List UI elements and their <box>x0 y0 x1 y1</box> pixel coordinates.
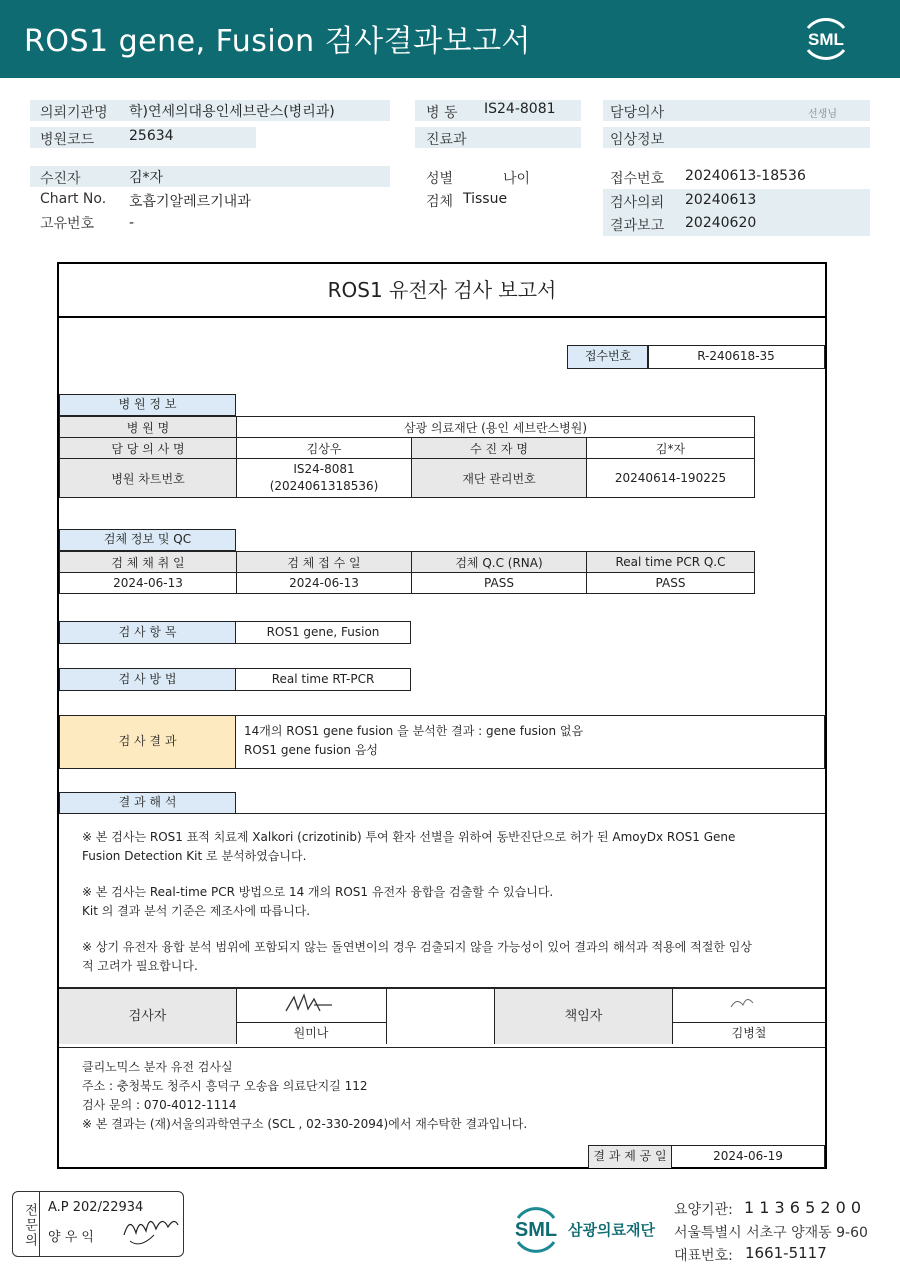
patient-row <box>30 166 390 187</box>
phone-label: 대표번호: <box>674 1248 733 1264</box>
patient-value: 김*자 <box>129 170 164 186</box>
chart-line2: (2024061318536) <box>269 479 379 493</box>
provided-date-label: 결 과 제 공 일 <box>588 1145 672 1168</box>
sml-logo-icon <box>800 14 852 62</box>
note3-line2: 적 고려가 필요합니다. <box>82 959 198 973</box>
interpretation-section-header: 결 과 해 석 <box>59 792 236 814</box>
logo-text: SML <box>808 30 844 49</box>
institution-value: 학)연세의대용인세브란스(병리과) <box>129 104 335 120</box>
receive-date-header: 검 체 접 수 일 <box>237 552 412 573</box>
clinical-label: 임상정보 <box>610 132 665 148</box>
qc-pcr-header: Real time PCR Q.C <box>587 552 755 573</box>
tester-name: 원미나 <box>236 1023 387 1044</box>
tester-label: 검사자 <box>59 989 237 1044</box>
collect-date-value: 2024-06-13 <box>60 573 237 594</box>
age-label: 나이 <box>503 171 531 187</box>
dept-label: 진료과 <box>426 132 467 148</box>
note2-line2: Kit 의 결과 분석 기준은 제조사에 따릅니다. <box>82 904 311 918</box>
report-receipt-value: R-240618-35 <box>647 345 825 369</box>
chart-number-value <box>237 459 412 498</box>
responsible-signature-icon <box>673 989 825 1019</box>
request-value: 20240613 <box>685 192 757 208</box>
report-receipt-label: 접수번호 <box>567 345 649 369</box>
ward-label: 병 동 <box>426 105 458 121</box>
chart-number-label: 병원 차트번호 <box>60 459 237 498</box>
result-line1: 14개의 ROS1 gene fusion 을 분석한 결과 : gene fusion 없음 <box>244 724 584 738</box>
test-item-value: ROS1 gene, Fusion <box>235 621 411 644</box>
patient-name-label: 수 진 자 명 <box>412 438 587 459</box>
agency-label: 요양기관: <box>674 1202 733 1218</box>
provided-date-value: 2024-06-19 <box>671 1145 825 1168</box>
hospital-code-value: 25634 <box>129 128 174 144</box>
mgmt-number-value: 20240614-190225 <box>587 459 755 498</box>
sml-footer-logo-icon <box>508 1200 564 1256</box>
specimen-label: 검체 <box>426 194 454 210</box>
lab-line1: 클리노믹스 분자 유전 검사실 <box>82 1060 233 1074</box>
note2-line1: ※ 본 검사는 Real-time PCR 방법으로 14 개의 ROS1 유전자 융합을 검출할 수 있습니다. <box>82 885 554 899</box>
doctor-suffix: 선생님 <box>808 109 837 120</box>
result-line2: ROS1 gene fusion 음성 <box>244 743 379 757</box>
interpretation-note-3 <box>82 938 812 976</box>
qc-pcr-value: PASS <box>587 573 755 594</box>
hospital-section-header: 병 원 정 보 <box>59 394 236 416</box>
request-label: 검사의뢰 <box>610 195 665 211</box>
collect-date-header: 검 체 채 취 일 <box>60 552 237 573</box>
doctor-label: 담당의사 <box>610 105 665 121</box>
responsible-signature <box>673 989 825 1023</box>
page-title: ROS1 gene, Fusion 검사결과보고서 <box>24 24 532 59</box>
receive-date-value: 2024-06-13 <box>237 573 412 594</box>
hospital-code-label: 병원코드 <box>40 132 95 148</box>
brand-sml-text: SML <box>514 1219 558 1241</box>
receipt-label: 접수번호 <box>610 171 665 187</box>
qc-rna-value: PASS <box>412 573 587 594</box>
stamp-signature-icon <box>120 1205 182 1253</box>
stamp-name: 양 우 익 <box>48 1230 94 1245</box>
report-date-value: 20240620 <box>685 215 757 231</box>
note3-line1: ※ 상기 유전자 융합 분석 범위에 포함되지 않는 돌연변이의 경우 검출되지 않을 가능성이 있어 결과의 해석과 적용에 적절한 임상 <box>82 940 752 954</box>
hospital-name-value: 삼광 의료재단 (용인 세브란스병원) <box>237 417 755 438</box>
mgmt-number-label: 재단 관리번호 <box>412 459 587 498</box>
lab-line2: 주소 : 충청북도 청주시 흥덕구 오송읍 의료단지길 112 <box>82 1079 368 1093</box>
lab-line3: 검사 문의 : 070-4012-1114 <box>82 1098 237 1112</box>
hospital-info-table <box>59 416 755 498</box>
doctor-name-value: 김상우 <box>237 438 412 459</box>
specimen-qc-table <box>59 551 755 594</box>
lab-line4: ※ 본 결과는 (재)서울의과학연구소 (SCL , 02-330-2094)에서 재수탁한 결과입니다. <box>82 1117 528 1131</box>
tester-signature-icon <box>236 989 386 1019</box>
footer-address: 서울특별시 서초구 양재동 9-60 <box>674 1225 868 1241</box>
unique-value: - <box>129 215 135 231</box>
patient-label: 수진자 <box>40 171 81 187</box>
lab-info <box>82 1058 812 1134</box>
interpretation-note-1 <box>82 828 812 866</box>
phone-number: 1661-5117 <box>745 1244 827 1262</box>
test-item-label: 검 사 항 목 <box>59 621 236 644</box>
empty-cell <box>387 989 495 1044</box>
test-result-label: 검 사 결 과 <box>59 715 236 769</box>
doctor-name-label: 담 당 의 사 명 <box>60 438 237 459</box>
stamp-vertical-label: 전문의 <box>12 1191 40 1257</box>
sex-label: 성별 <box>426 171 454 187</box>
interpretation-note-2 <box>82 883 812 921</box>
qc-rna-header: 검체 Q.C (RNA) <box>412 552 587 573</box>
receipt-value: 20240613-18536 <box>685 168 806 184</box>
note1-line2: Fusion Detection Kit 로 분석하였습니다. <box>82 849 307 863</box>
specimen-value: Tissue <box>463 191 508 207</box>
chart-line1: IS24-8081 <box>293 462 355 476</box>
report-date-label: 결과보고 <box>610 218 665 234</box>
stamp-license: A.P 202/22934 <box>48 1200 144 1215</box>
test-method-label: 검 사 방 법 <box>59 668 236 691</box>
unique-label: 고유번호 <box>40 216 95 232</box>
report-title: ROS1 유전자 검사 보고서 <box>57 262 827 318</box>
patient-name-value: 김*자 <box>587 438 755 459</box>
institution-label: 의뢰기관명 <box>40 105 108 121</box>
specimen-section-header: 검체 정보 및 QC <box>59 529 236 551</box>
note1-line1: ※ 본 검사는 ROS1 표적 치료제 Xalkori (crizotinib) 투여 환자 선별을 위하여 동반진단으로 허가 된 AmoyDx ROS1 Gene <box>82 830 736 844</box>
ward-value: IS24-8081 <box>484 101 556 117</box>
responsible-label: 책임자 <box>495 989 673 1044</box>
agency-number: 1 1 3 6 5 2 0 0 <box>744 1198 862 1217</box>
chart-value: 호흡기알레르기내과 <box>129 194 251 210</box>
test-result-value <box>235 715 825 769</box>
hospital-name-label: 병 원 명 <box>60 417 237 438</box>
test-method-value: Real time RT-PCR <box>235 668 411 691</box>
divider <box>59 813 825 814</box>
chart-label: Chart No. <box>40 191 107 207</box>
tester-signature <box>236 989 387 1023</box>
responsible-name: 김병철 <box>731 1026 767 1040</box>
brand-name: 삼광의료재단 <box>568 1221 655 1239</box>
